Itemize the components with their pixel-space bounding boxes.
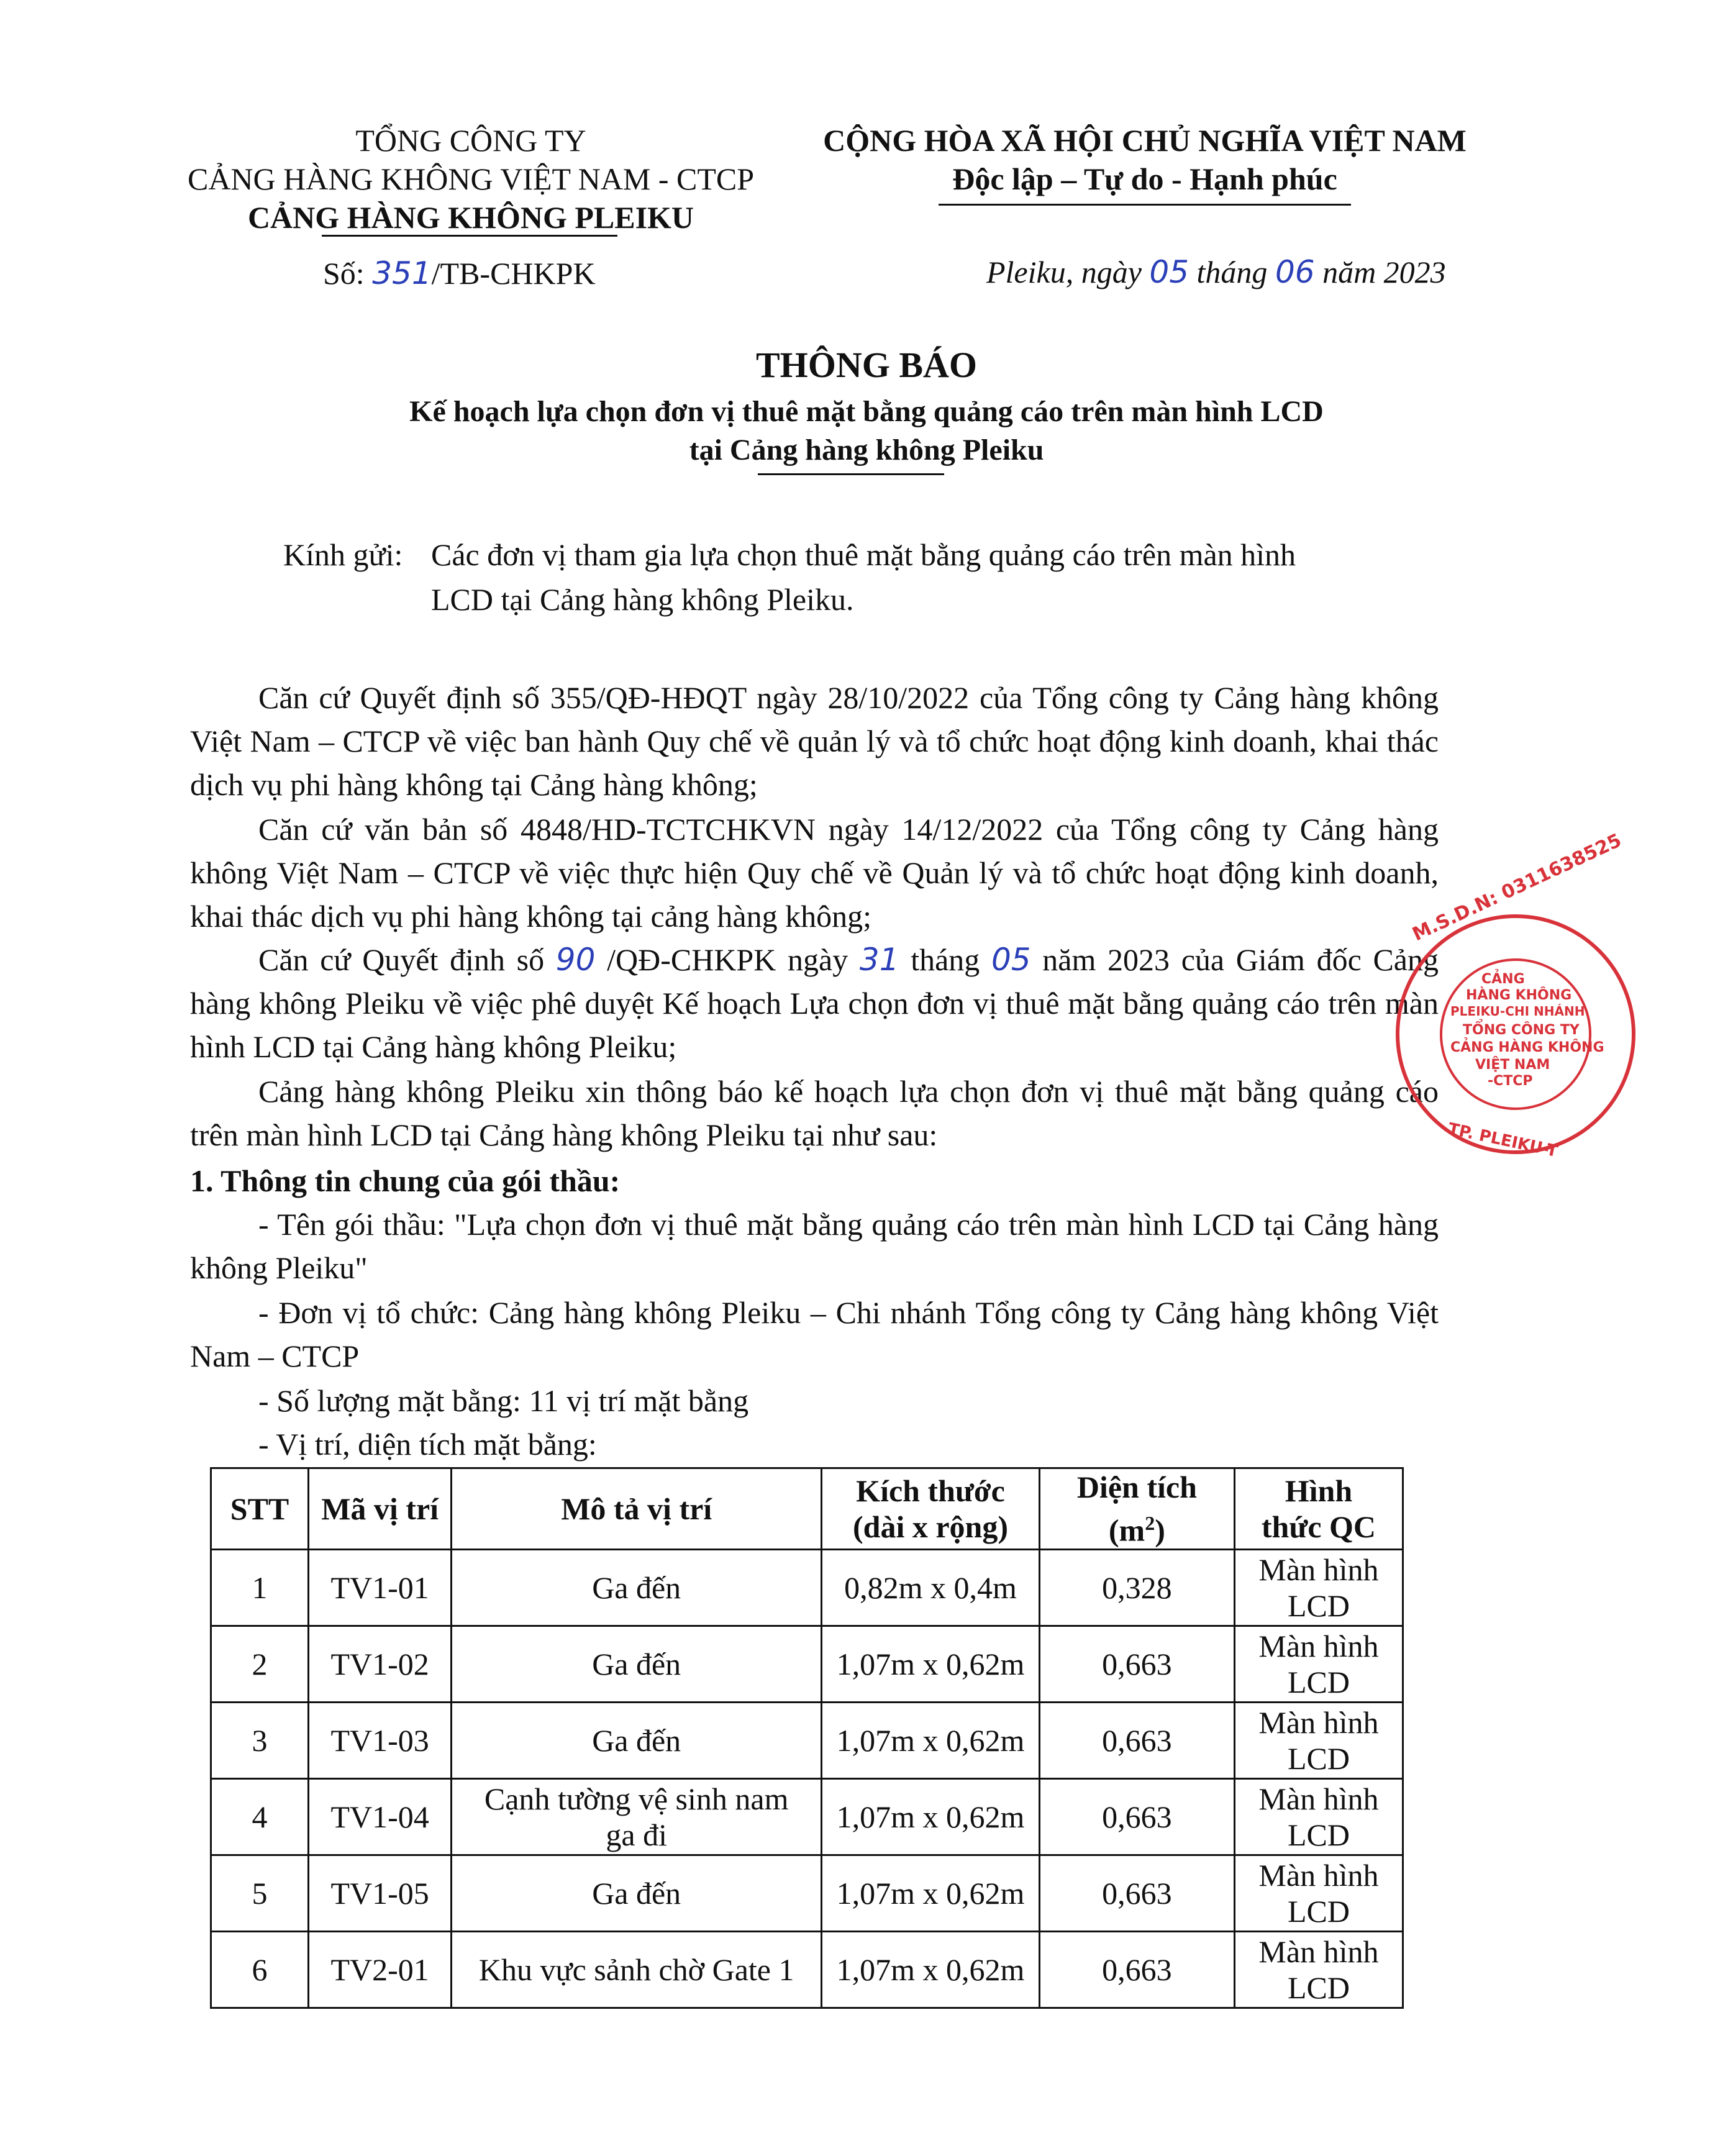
cell-code: TV1-03	[309, 1702, 452, 1778]
header-area: Diện tích $(m^2)$	[1039, 1468, 1234, 1550]
document-date: Pleiku, ngày 05 tháng 06 năm 2023	[986, 254, 1446, 290]
advertising-locations-table	[210, 1467, 1404, 2009]
stamp-text-3: PLEIKU-CHI NHÁNH	[1450, 1004, 1585, 1019]
org-underline	[322, 235, 617, 237]
country-name: CỘNG HÒA XÃ HỘI CHỦ NGHĨA VIỆT NAM	[823, 123, 1467, 158]
header-description: Mô tả vị trí	[452, 1468, 822, 1550]
decision-month-handwritten: 05	[991, 942, 1031, 978]
table-row	[211, 1702, 1403, 1778]
date-month-handwritten: 06	[1275, 254, 1315, 290]
cell-description: Khu vực sảnh chờ Gate 1	[452, 1931, 822, 2008]
document-number: Số: 351/TB-CHKPK	[323, 255, 596, 291]
decision-day-handwritten: 31	[859, 942, 899, 978]
document-number-handwritten: 351	[372, 255, 432, 291]
header-stt: STT	[211, 1468, 309, 1550]
section-1-heading: 1. Thông tin chung của gói thầu:	[190, 1163, 621, 1198]
cell-description: Ga đến	[452, 1626, 822, 1702]
document-subtitle-line2: tại Cảng hàng không Pleiku	[689, 434, 1044, 466]
stamp-text-5: CẢNG HÀNG KHÔNG	[1450, 1040, 1604, 1055]
cell-area: 0,663	[1039, 1702, 1234, 1778]
header-code: Mã vị trí	[309, 1468, 452, 1550]
cell-stt: 4	[211, 1778, 309, 1855]
org-name-line3: CẢNG HÀNG KHÔNG PLEIKU	[247, 200, 694, 235]
cell-area: 0,663	[1039, 1855, 1234, 1931]
cell-size: 1,07m x 0,62m	[822, 1626, 1040, 1702]
bullet-package-name: - Tên gói thầu: "Lựa chọn đơn vị thuê mặt bằng quảng cáo trên màn hình LCD tại Cảng hàng không Pleiku"	[190, 1207, 1439, 1285]
cell-size: 1,07m x 0,62m	[822, 1778, 1040, 1855]
cell-code: TV1-05	[309, 1855, 452, 1931]
cell-stt: 5	[211, 1855, 309, 1931]
table-row	[211, 1778, 1403, 1855]
cell-size: 1,07m x 0,62m	[822, 1931, 1040, 2008]
cell-area: 0,663	[1039, 1778, 1234, 1855]
stamp-text-1: CẢNG	[1481, 971, 1525, 987]
cell-stt: 2	[211, 1626, 309, 1702]
cell-description: Ga đến	[452, 1855, 822, 1931]
announcement-paragraph: Cảng hàng không Pleiku xin thông báo kế hoạch lựa chọn đơn vị thuê mặt bằng quảng cáo trên màn hình LCD tại Cảng hàng không Pleiku tại như sau:	[190, 1074, 1439, 1152]
stamp-text-6: VIỆT NAM	[1475, 1057, 1550, 1073]
table-row	[211, 1855, 1403, 1931]
table-row	[211, 1549, 1403, 1626]
cell-ad-form: Màn hình LCD	[1234, 1931, 1403, 2008]
cell-size: 1,07m x 0,62m	[822, 1702, 1040, 1778]
bullet-location-area: - Vị trí, diện tích mặt bằng:	[258, 1427, 597, 1462]
cell-code: TV1-04	[309, 1778, 452, 1855]
title-underline	[758, 473, 944, 475]
basis-paragraph-3: Căn cứ Quyết định số 90 /QĐ-CHKPK ngày 31 tháng 05 năm 2023 của Giám đốc Cảng hàng không Pleiku về việc phê duyệt Kế hoạch Lựa chọn đơn vị thuê mặt bằng quảng cáo trên màn hình LCD tại Cảng hàng không Pleiku;	[190, 942, 1439, 1064]
stamp-bottom-text: TP. PLEIKU-T	[1446, 1119, 1560, 1162]
header-size: Kích thước (dài x rộng)	[822, 1468, 1040, 1550]
cell-ad-form: Màn hình LCD	[1234, 1778, 1403, 1855]
cell-area: 0,328	[1039, 1549, 1234, 1626]
bullet-organizer: - Đơn vị tổ chức: Cảng hàng không Pleiku – Chi nhánh Tổng công ty Cảng hàng không Việt Nam – CTCP	[190, 1295, 1439, 1373]
table-row	[211, 1931, 1403, 2008]
date-day-handwritten: 05	[1149, 254, 1189, 290]
cell-ad-form: Màn hình LCD	[1234, 1702, 1403, 1778]
table-row	[211, 1626, 1403, 1702]
cell-description: Ga đến	[452, 1549, 822, 1626]
stamp-text-4: TỔNG CÔNG TY	[1463, 1022, 1580, 1038]
basis-paragraph-2: Căn cứ văn bản số 4848/HD-TCTCHKVN ngày 14/12/2022 của Tổng công ty Cảng hàng không Việt Nam – CTCP về việc thực hiện Quy chế về Quản lý và tổ chức hoạt động kinh doanh, khai thác dịch vụ phi hàng không tại cảng hàng không;	[190, 812, 1439, 934]
org-name-line1: TỔNG CÔNG TY	[355, 123, 586, 158]
table-header-row	[211, 1468, 1403, 1550]
cell-size: 1,07m x 0,62m	[822, 1855, 1040, 1931]
cell-area: 0,663	[1039, 1931, 1234, 2008]
cell-ad-form: Màn hình LCD	[1234, 1855, 1403, 1931]
org-name-line2: CẢNG HÀNG KHÔNG VIỆT NAM - CTCP	[187, 161, 755, 196]
recipient-line1: Các đơn vị tham gia lựa chọn thuê mặt bằng quảng cáo trên màn hình	[431, 537, 1296, 572]
document-subtitle-line1: Kế hoạch lựa chọn đơn vị thuê mặt bằng quảng cáo trên màn hình LCD	[409, 395, 1324, 428]
cell-code: TV1-02	[309, 1626, 452, 1702]
cell-code: TV1-01	[309, 1549, 452, 1626]
motto-underline	[939, 204, 1351, 206]
stamp-text-2: HÀNG KHÔNG	[1466, 988, 1572, 1003]
cell-stt: 6	[211, 1931, 309, 2008]
recipient-line2: LCD tại Cảng hàng không Pleiku.	[431, 582, 854, 617]
cell-ad-form: Màn hình LCD	[1234, 1549, 1403, 1626]
recipient-label: Kính gửi:	[283, 537, 403, 572]
cell-area: 0,663	[1039, 1626, 1234, 1702]
decision-number-handwritten: 90	[555, 942, 596, 978]
cell-stt: 3	[211, 1702, 309, 1778]
company-seal-stamp	[1373, 829, 1625, 1162]
cell-description: Cạnh tường vệ sinh nam ga đi	[452, 1778, 822, 1855]
bullet-quantity: - Số lượng mặt bằng: 11 vị trí mặt bằng	[258, 1383, 749, 1418]
cell-code: TV2-01	[309, 1931, 452, 2008]
cell-size: 0,82m x 0,4m	[822, 1549, 1040, 1626]
motto: Độc lập – Tự do - Hạnh phúc	[952, 161, 1337, 196]
stamp-text-7: -CTCP	[1488, 1073, 1533, 1089]
cell-ad-form: Màn hình LCD	[1234, 1626, 1403, 1702]
cell-description: Ga đến	[452, 1702, 822, 1778]
document-title: THÔNG BÁO	[755, 345, 978, 385]
header-ad-form: Hình thức QC	[1234, 1468, 1403, 1550]
basis-paragraph-1: Căn cứ Quyết định số 355/QĐ-HĐQT ngày 28/10/2022 của Tổng công ty Cảng hàng không Việt Nam – CTCP về việc ban hành Quy chế về quản lý và tổ chức hoạt động kinh doanh, khai thác dịch vụ phi hàng không tại Cảng hàng không;	[190, 680, 1439, 802]
stamp-tax-code: M.S.D.N: 0311638525	[1409, 829, 1625, 946]
cell-stt: 1	[211, 1549, 309, 1626]
